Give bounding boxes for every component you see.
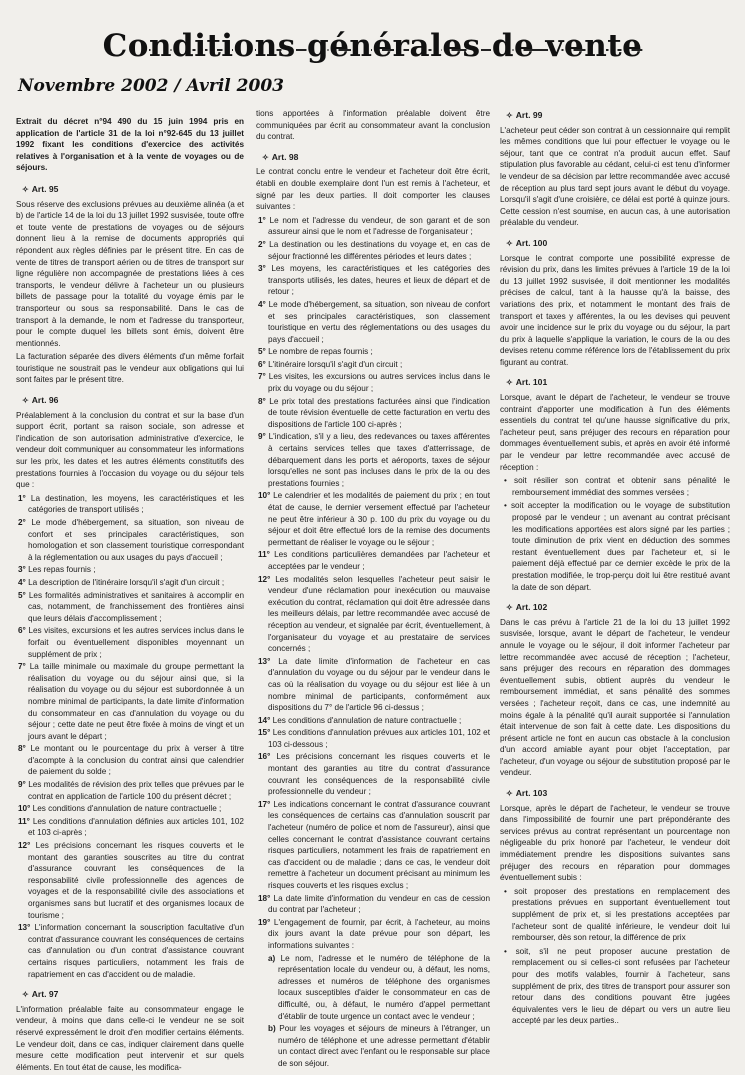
article-mark-icon: ✧ — [506, 789, 513, 799]
list-item-text: Les visites, excursions et les autres services inclus dans le forfait ou éventuellement disponibles moyennant un supplément de prix ; — [28, 626, 245, 659]
list-item — [256, 239, 490, 262]
list-item-number: 9° — [258, 432, 266, 442]
list-item-text: Les précisions concernant les risques couverts et le montant des garanties au titre du contrat d'assurance couvrant les conséquences de la responsabilité civile professionnelle du vendeur ; — [268, 752, 491, 797]
list-item-text: La date limite d'information du vendeur en cas de cession du contrat par l'acheteur ; — [268, 893, 491, 915]
article-97-continued: tions apportées à l'information préalable doivent être communiquées par écrit au consommateur avant la conclusion du contrat. — [256, 109, 490, 142]
article-96-list — [16, 493, 244, 980]
list-item-number: 6° — [18, 626, 26, 636]
list-item — [16, 779, 244, 802]
list-item-number: 7° — [18, 662, 26, 672]
article-100-heading: ✧ Art. 100 — [506, 237, 548, 248]
bullet-item — [500, 475, 730, 498]
list-item — [256, 431, 490, 489]
list-item — [16, 564, 244, 576]
list-item-text: Le mode d'hébergement, sa situation, son niveau de confort et ses principales caractéristiques, son homologation et son classement touristique correspondant à la réglementation ou aux usages du pays d'accueil ; — [28, 518, 244, 562]
list-item-number: 5° — [258, 347, 266, 357]
article-102-heading: ✧ Art. 102 — [506, 602, 548, 613]
article-97-heading: ✧ Art. 97 — [22, 989, 59, 1000]
article-99-heading: ✧ Art. 99 — [506, 110, 543, 120]
list-item-number: 12° — [258, 574, 271, 584]
column-2 — [256, 108, 490, 1071]
bullet-text: soit accepter la modification ou le voyage de substitution proposé par le vendeur ; un avenant au contrat précisant les modifications apportées est alors signé par les parties ; toute diminution de prix vient en déduction des sommes restant éventuellement dues par l'acheteur et, si le paiement déjà effectué par ce dernier excède le prix de la prestation modifiée, le trop-perçu doit lui être restitué avant la date de son départ. — [510, 501, 730, 592]
bullet-item — [500, 946, 730, 1027]
list-item-number: 9° — [18, 780, 26, 790]
bullet-icon: • — [504, 501, 511, 511]
list-item-number: 2° — [258, 239, 266, 249]
list-item — [266, 953, 490, 1023]
list-item — [256, 727, 490, 750]
list-item-text: La description de l'itinéraire lorsqu'il s'agit d'un circuit ; — [28, 577, 225, 587]
article-101-text: Lorsque, avant le départ de l'acheteur, le vendeur se trouve contraint d'apporter une modification à l'un des éléments essentiels du contrat tel qu'une hausse significative du prix, l'acheteur peut, sans préjuger des recours en réparation pour dommages éventuellement subis, et après en avoir été informé par le vendeur par lettre recommandée avec accusé de réception : — [500, 393, 730, 472]
list-item — [256, 346, 490, 358]
article-95-text-2: La facturation séparée des divers éléments d'un même forfait touristique ne soustrait pas le vendeur aux obligations qui lui sont faites par le présent titre. — [16, 352, 244, 385]
list-item — [256, 215, 490, 238]
list-item-text: L'information concernant la souscription facultative d'un contrat d'assurance couvrant les conséquences de certains cas d'annulation ou d'un contrat d'assistance couvrant certains risques particuliers, notamment les frais de rapatriement en cas d'accident ou de maladie. — [28, 923, 244, 979]
list-item-text: Les modalités de révision des prix telles que prévues par le contrat en application de l'article 100 du présent décret ; — [28, 780, 244, 801]
bullet-text: soit proposer des prestations en remplacement des prestations prévues en supportant éventuellement tout supplément de prix et, si les prestations acceptées par l'acheteur sont de qualité inférieure, le vendeur doit lui rembourser, dès son retour, la différence de prix — [512, 886, 730, 943]
list-item — [256, 299, 490, 345]
list-item-text: Le calendrier et les modalités de paiement du prix ; en tout état de cause, le dernier versement effectué par l'acheteur ne peut être inférieur à 30 p. 100 du prix du voyage ou du séjour et doit être effectué lors de la remise des documents permettant de réaliser le voyage ou le séjour ; — [268, 491, 491, 547]
list-item-number: 6° — [258, 359, 266, 369]
list-item — [256, 893, 490, 916]
article-97-text: L'information préalable faite au consommateur engage le vendeur, à moins que dans celle-ci le vendeur ne se soit réservé expressément le droit d'en modifier certains éléments. Le vendeur doit, dans ce cas, indiquer clairement dans quelle mesure cette modification peut intervenir et sur quels éléments. En tout état de cause, les modifica- — [16, 1004, 244, 1072]
list-item-text: Les visites, les excursions ou autres services inclus dans le prix du voyage ou du séjour ; — [268, 372, 491, 394]
article-98-sublist — [256, 953, 490, 1070]
list-item — [256, 799, 490, 892]
list-item — [256, 574, 490, 655]
list-item-number: a) — [268, 953, 276, 963]
bullet-text: soit résilier son contrat et obtenir sans pénalité le remboursement immédiat des sommes versées ; — [512, 476, 730, 497]
article-101-heading: ✧ Art. 101 — [506, 377, 548, 388]
list-item — [16, 840, 244, 921]
list-item — [256, 359, 490, 371]
list-item-number: 14° — [258, 715, 271, 725]
bullet-item — [500, 886, 730, 944]
article-mark-icon: ✧ — [506, 111, 513, 120]
article-mark-icon: ✧ — [506, 378, 513, 388]
list-item — [256, 396, 490, 431]
list-item — [16, 625, 244, 660]
intro-paragraph: Extrait du décret n°94 490 du 15 juin 1994 pris en application de l'article 31 de la loi n°92-645 du 13 juillet 1992 fixant les conditions d'exercice des activités relatives à l'organisation et à la vente de voyages ou de séjours. — [16, 117, 244, 173]
list-item-number: 13° — [258, 656, 271, 666]
list-item-number: 4° — [18, 577, 26, 587]
article-mark-icon: ✧ — [22, 990, 29, 1000]
list-item — [16, 743, 244, 778]
list-item — [16, 922, 244, 980]
page-title: Conditions générales de vente — [102, 28, 643, 64]
list-item-number: b) — [268, 1024, 276, 1034]
article-98-list — [256, 215, 490, 952]
article-98-heading: ✧ Art. 98 — [262, 151, 299, 162]
list-item-number: 1° — [18, 493, 26, 503]
article-101-bullets — [500, 475, 730, 593]
bullet-item — [500, 500, 730, 593]
list-item — [256, 715, 490, 727]
article-mark-icon: ✧ — [262, 152, 269, 162]
article-102-text: Dans le cas prévu à l'article 21 de la loi du 13 juillet 1992 susvisée, lorsque, avant le départ de l'acheteur, le vendeur annule le voyage ou le séjour, il doit informer l'acheteur par lettre recommandée avec accusé de réception ; l'acheteur, sans préjuger des recours en réparation des dommages éventuellement subis, obtient auprès du vendeur le remboursement immédiat, et sans pénalité des sommes versées ; l'acheteur reçoit, dans ce cas, une indemnité au moins égale à la pénalité qu'il aurait supportée si l'annulation était intervenue de son fait à cette date. Les dispositions du présent article ne font en aucun cas obstacle à la conclusion d'un accord amiable ayant pour objet l'acceptation, par l'acheteur, d'un voyage ou séjour de substitution proposé par le vendeur. — [500, 617, 730, 778]
list-item — [16, 577, 244, 589]
list-item-number: 1° — [258, 215, 266, 225]
list-item — [256, 549, 490, 572]
list-item-number: 8° — [258, 396, 266, 406]
list-item — [266, 1023, 490, 1069]
list-item-text: Le montant ou le pourcentage du prix à verser à titre d'acompte à la conclusion du contrat ainsi que calendrier de paiement du solde ; — [28, 744, 244, 777]
bullet-icon: • — [504, 946, 516, 956]
list-item — [256, 263, 490, 298]
list-item — [256, 656, 490, 714]
list-item — [16, 590, 244, 625]
list-item-text: Le mode d'hébergement, sa situation, son niveau de confort et ses principales caractéristiques, son classement touristique en vertu des réglementations ou des usages du pays d'accueil ; — [268, 299, 491, 344]
list-item — [256, 490, 490, 548]
list-item-text: Les modalités selon lesquelles l'acheteur peut saisir le vendeur d'une réclamation pour inexécution ou mauvaise exécution du contrat, réclamation qui doit être adressée dans les meilleurs délais, par lettre recommandée avec accusé de réception au vendeur, et signalée par écrit, éventuellement, à l'organisateur du voyage et au prestataire de services concernés ; — [268, 574, 490, 654]
list-item — [16, 517, 244, 563]
list-item-text: La destination, les moyens, les caractéristiques et les catégories de transport utilisés ; — [28, 493, 244, 515]
list-item-number: 2° — [18, 518, 26, 527]
list-item-text: Les conditions d'annulation prévues aux articles 101, 102 et 103 ci-dessous ; — [268, 728, 490, 749]
list-item-text: Les indications concernant le contrat d'assurance couvrant les conséquences de certains cas d'annulation souscrit par l'acheteur (numéro de police et nom de l'assureur), ainsi que celles concernant le contrat d'assistance couvrant certains risques particuliers, notamment les frais de rapatriement en cas d'accident ou de maladie ; dans ce cas, le vendeur doit remettre à l'acheteur un document précisant au minimum les risques couverts et les risques exclus ; — [268, 799, 490, 890]
article-96-text: Préalablement à la conclusion du contrat et sur la base d'un support écrit, portant sa raison sociale, son adresse et l'indication de son autorisation administrative d'exercice, le vendeur doit communiquer au consommateur les informations sur les prix, les dates et les autres éléments constitutifs des prestations fournies à l'occasion du voyage ou du séjour tels que : — [16, 410, 244, 490]
list-item-number: 18° — [258, 893, 271, 903]
list-item-number: 19° — [258, 917, 271, 927]
list-item — [16, 493, 244, 516]
list-item-text: Pour les voyages et séjours de mineurs à l'étranger, un numéro de téléphone et une adresse permettant d'établir un contact direct avec l'enfant ou le responsable sur place de son séjour. — [278, 1024, 490, 1068]
list-item-number: 8° — [18, 744, 26, 754]
article-100-text: Lorsque le contrat comporte une possibilité expresse de révision du prix, dans les limites prévues à l'article 19 de la loi du 13 juillet 1992 susvisée, il doit mentionner les modalités précises de calcul, tant à la hausse qu'à la baisse, des variations des prix, et notamment le montant des frais de transport et taxes y afférentes, la ou les devises qui peuvent avoir une incidence sur le prix du voyage ou du séjour, la part du prix à laquelle s'applique la variation, le cours de la ou des devises retenu comme référence lors de l'établissement du prix figurant au contrat. — [500, 253, 730, 367]
list-item-text: Les précisions concernant les risques couverts et le montant des garanties souscrites au titre du contrat d'assurance couvrant les conséquences de la responsabilité civile professionnelle des agences de voyages et de la responsabilité civile des associations et organismes sans but lucratif et des organismes locaux de tourisme ; — [28, 841, 245, 920]
bullet-icon: • — [504, 886, 515, 896]
list-item-number: 10° — [258, 491, 271, 501]
list-item-text: Le nom, l'adresse et le numéro de téléphone de la représentation locale du vendeur ou, à défaut, les noms, adresses et numéros de téléphone des organismes locaux susceptibles d'aider le consommateur en cas de difficulté, ou, à défaut, le numéro d'appel permettant d'établir de toute urgence un contact avec le vendeur ; — [278, 953, 490, 1021]
article-99-text: L'acheteur peut céder son contrat à un cessionnaire qui remplit les mêmes conditions que lui pour effectuer le voyage ou le séjour, tant que ce contrat n'a produit aucun effet. Sauf stipulation plus favorable au cédant, celui-ci est tenu d'informer le vendeur de sa décision par lettre recommandée avec accusé de réception au plus tard sept jours avant le début du voyage. Lorsqu'il s'agit d'une croisière, ce délai est porté à quinze jours. Cette cession n'est soumise, en aucun cas, à une autorisation préalable du vendeur. — [500, 125, 730, 228]
list-item-text: La date limite d'information de l'acheteur en cas d'annulation du voyage ou du séjour par le vendeur dans le cas où la réalisation du voyage ou du séjour est liée à un nombre minimal de participants, conformément aux dispositions du 7° de l'article 96 ci-dessus ; — [268, 656, 491, 713]
list-item-text: Le prix total des prestations facturées ainsi que l'indication de toute révision éventuelle de cette facturation en vertu des dispositions de l'article 100 ci-après ; — [268, 396, 490, 429]
article-mark-icon: ✧ — [506, 603, 513, 613]
bullet-text: soit, s'il ne peut proposer aucune prestation de remplacement ou si celles-ci sont refusées par l'acheteur pour des motifs valables, fournir à l'acheteur, sans supplément de prix, des titres de transport pour assurer son retour dans des conditions pouvant être jugées équivalentes vers le lieu de départ ou vers un autre lieu accepté par les deux parties.. — [512, 946, 730, 1026]
list-item-text: Les conditions particulières demandées par l'acheteur et acceptées par le vendeur ; — [268, 550, 490, 571]
list-item-number: 7° — [258, 372, 266, 382]
list-item-number: 16° — [258, 752, 271, 762]
list-item — [256, 751, 490, 797]
list-item-text: La taille minimale ou maximale du groupe permettant la réalisation du voyage ou du séjour ainsi que, si la réalisation du voyage ou du séjour est subordonnée à un nombre minimal de participants, la date limite d'information du consommateur en cas d'annulation du voyage ou du séjour ; cette date ne peut être fixée à moins de vingt et un jours avant le départ ; — [28, 662, 245, 741]
bullet-icon: • — [504, 476, 514, 486]
list-item-text: L'engagement de fournir, par écrit, à l'acheteur, au moins dix jours avant la date prévue pour son départ, les informations suivantes : — [268, 917, 490, 950]
list-item-text: Le nom et l'adresse du vendeur, de son garant et de son assureur ainsi que le nom et l'adresse de l'organisateur ; — [268, 215, 490, 237]
article-103-text: Lorsque, après le départ de l'acheteur, le vendeur se trouve dans l'impossibilité de fournir une part prépondérante des services prévus au contrat représentant un pourcentage non négligeable du prix honoré par l'acheteur, le vendeur doit immédiatement prendre les dispositions suivantes sans préjuger des recours en réparation pour dommages éventuellement subis : — [500, 803, 730, 883]
list-item-number: 15° — [258, 728, 271, 738]
list-item-text: Les conditions d'annulation définies aux articles 101, 102 et 103 ci-après ; — [28, 816, 244, 838]
article-96-heading: ✧ Art. 96 — [22, 395, 59, 406]
list-item-text: Les conditions d'annulation de nature contractuelle ; — [272, 715, 462, 725]
list-item-number: 4° — [258, 299, 266, 309]
list-item-number: 11° — [258, 550, 270, 560]
list-item-text: Les moyens, les caractéristiques et les catégories des transports utilisés, les dates, heures et lieux de départ et de retour ; — [268, 264, 490, 297]
article-95-heading: ✧ Art. 95 — [22, 183, 59, 194]
list-item-text: L'itinéraire lorsqu'il s'agit d'un circuit ; — [268, 359, 403, 369]
list-item-number: 17° — [258, 799, 271, 809]
list-item — [16, 803, 244, 815]
article-95-text: Sous réserve des exclusions prévues au deuxième alinéa (a et b) de l'article 14 de la loi du 13 juillet 1992 susvisée, toute offre et toute vente de prestations de voyages ou de séjours donnent lieu à la remise de documents appropriés qui répondent aux règles définies par le présent titre. En cas de vente de titres de transport aérien ou de titres de transport sur ligne régulière non accompagnée de prestations liées à ces transports, le vendeur délivre à l'acheteur un ou plusieurs billets de passage pour la totalité du voyage émis par le transporteur ou sous sa responsabilité. Dans le cas de transport à la demande, le nom et l'adresse du transporteur, pour le compte duquel les billets sont émis, doivent être mentionnés. — [16, 199, 244, 348]
list-item-text: Les formalités administratives et sanitaires à accomplir en cas, notamment, de franchissement des frontières ainsi que leurs délais d'accomplissement ; — [28, 590, 244, 623]
article-mark-icon: ✧ — [22, 184, 29, 194]
list-item-number: 10° — [18, 804, 31, 814]
list-item-text: La destination ou les destinations du voyage et, en cas de séjour fractionné les différentes périodes et leurs dates ; — [268, 239, 491, 261]
article-103-heading: ✧ Art. 103 — [506, 788, 548, 799]
list-item-number: 12° — [18, 841, 31, 851]
column-3 — [500, 108, 730, 1029]
list-item — [16, 661, 244, 742]
article-98-text: Le contrat conclu entre le vendeur et l'acheteur doit être écrit, établi en double exemplaire dont l'un est remis à l'acheteur, et signé par les deux parties. Il doit comporter les clauses suivantes : — [256, 167, 490, 212]
list-item-number: 13° — [18, 923, 31, 933]
list-item-number: 11° — [18, 816, 30, 826]
column-1 — [16, 108, 244, 1075]
list-item-number: 5° — [18, 590, 26, 600]
article-103-bullets — [500, 886, 730, 1027]
list-item-text: Le nombre de repas fournis ; — [268, 347, 373, 357]
list-item-text: L'indication, s'il y a lieu, des redevances ou taxes afférentes à certains services telles que taxes d'atterrissage, de débarquement dans les ports et aéroports, taxes de séjour lorsqu'elles ne sont pas incluses dans le prix de la ou des prestations fournies ; — [268, 432, 490, 488]
list-item — [16, 816, 244, 839]
list-item-text: Les repas fournis ; — [28, 565, 96, 575]
list-item-text: Les conditions d'annulation de nature contractuelle ; — [32, 804, 222, 814]
page-subtitle: Novembre 2002 / Avril 2003 — [18, 76, 284, 96]
list-item-number: 3° — [18, 565, 26, 575]
article-mark-icon: ✧ — [22, 396, 29, 406]
list-item — [256, 917, 490, 952]
list-item — [256, 371, 490, 394]
list-item-number: 3° — [258, 264, 266, 274]
article-mark-icon: ✧ — [506, 238, 513, 248]
